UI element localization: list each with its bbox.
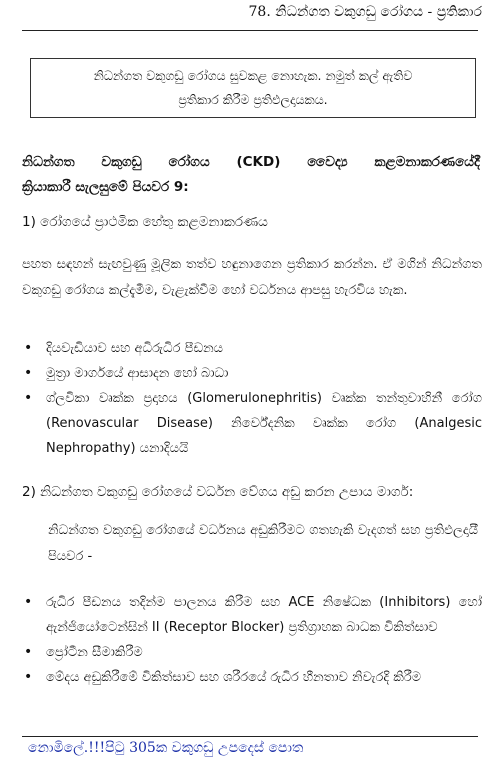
note-line-1: නිධන්ගත වකුගඩු රෝගය සුවකළ නොහැක. නමුත් කල් ඇතිව — [93, 68, 413, 83]
part2-paragraph: නිධන්ගත වකුගඩු රෝගයේ වර්ධනය අඩුකිරීමට ගතහැකි වැදගත් සහ ප්‍රතිඵලදායී පියවර - — [48, 523, 478, 564]
list-item-text: දියවැඩියාව සහ අධිරුධිර පීඩනය — [46, 341, 224, 356]
list-item-text: රුධිර පීඩනය තදින්ම පාලනය කිරීම සහ ACE නිෂේධක (Inhibitors) හෝ ඇන්ජියෝටෙන්සින් II (Receptor Blocker) ප්‍රතිග්‍රාහක බාධක විකිත්සාව — [46, 595, 482, 635]
list-item — [22, 336, 482, 361]
highlight-note-box — [30, 58, 476, 118]
list-item-text: මේදය අඩුකිරීමේ විකිත්සාව සහ ශරීරයේ රුධිර හීනතාව නිවැරදි කිරීම — [46, 670, 422, 685]
part1-bullet-list — [22, 336, 482, 461]
part1-title: 1) රෝගයේ ප්‍රාථමික හේතු කළමනාකරණය — [22, 214, 268, 230]
list-item — [22, 665, 482, 690]
section-heading — [22, 150, 480, 200]
bullet-icon: • — [24, 669, 33, 685]
note-line-2: ප්‍රතිකාර කිරීම ප්‍රතිඵලදායකය. — [178, 92, 328, 107]
list-item — [22, 590, 482, 640]
footer-divider — [22, 736, 478, 737]
part1-paragraph: පහත සඳහන් සැඟවුණු මූලික තත්ව හඳුනාගෙන ප්‍රතිකාර කරන්න. ඒ මගින් නිධන්ගත වකුගඩු රෝගය කල්දැමීම, වැළැක්වීම හෝ වර්ධනය ආපසු හැරවිය හැක. — [22, 257, 482, 298]
list-item-text: ග්ලවිකා වෘක්ක ප්‍රදාහය (Glomerulonephritis) වෘක්ක තන්තුවාහිනී රෝග (Renovascular Disease) නිර්වේදනික වෘක්ක රෝග (Analgesic Nephropathy) යනාදියයි — [46, 391, 482, 456]
page-header-title: 78. නිධන්ගත වකුගඩු රෝගය - ප්‍රතිකාර — [248, 4, 482, 20]
part2-title: 2) නිධන්ගත වකුගඩු රෝගයේ වර්ධන වේගය අඩු කරන උපාය මාර්ග: — [22, 484, 414, 500]
list-item — [22, 361, 482, 386]
bullet-icon: • — [24, 390, 33, 406]
list-item — [22, 386, 482, 461]
bullet-icon: • — [24, 644, 33, 660]
section-heading-line-2: ක්‍රියාකාරී සැලසුමේ පියවර 9: — [22, 179, 189, 195]
list-item-text: මුත්‍රා මාර්ගයේ ආසාදන හෝ බාධා — [46, 366, 229, 381]
section-heading-line-1: නිධන්ගත වකුගඩු රෝගය (CKD) වෛද්‍ය කළමනාකරණයේදී — [22, 154, 480, 170]
bullet-icon: • — [24, 340, 33, 356]
list-item — [22, 640, 482, 665]
header-divider — [22, 30, 478, 31]
list-item-text: ප්‍රෝටීන සීමාකිරීම — [46, 645, 143, 660]
part2-bullet-list — [22, 590, 482, 690]
bullet-icon: • — [24, 594, 33, 610]
footer-promo-text: නොමිලේ.!!!පිටු 305ක වකුගඩු උපදෙස් පොත — [28, 740, 304, 756]
bullet-icon: • — [24, 365, 33, 381]
